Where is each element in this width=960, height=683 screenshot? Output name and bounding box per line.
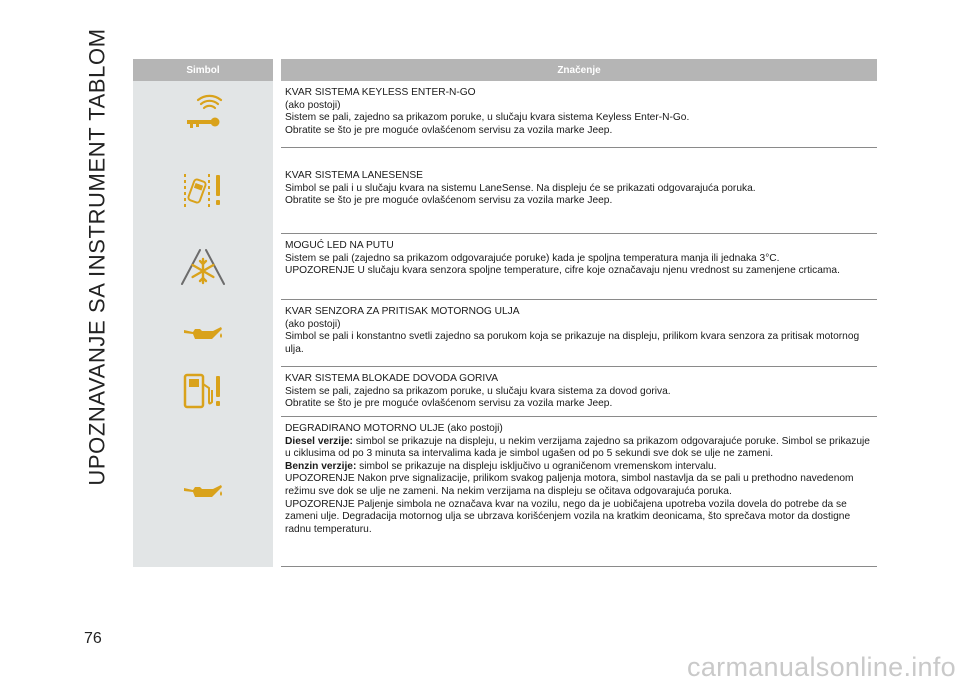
symbol-cell — [133, 81, 273, 148]
symbol-table — [133, 59, 877, 567]
benzin-label: Benzin verzije: — [285, 460, 357, 472]
table-row — [133, 300, 877, 367]
watermark: carmanualsonline.info — [687, 652, 956, 682]
table-row — [133, 148, 877, 234]
header-symbol: Simbol — [186, 64, 220, 76]
symbol-cell — [133, 234, 273, 300]
row-title: KVAR SISTEMA BLOKADE DOVODA GORIVA — [285, 373, 499, 384]
symbol-cell — [133, 148, 273, 234]
symbol-cell — [133, 367, 273, 417]
header-meaning: Značenje — [557, 64, 601, 76]
row-title: DEGRADIRANO MOTORNO ULJE (ako postoji) — [285, 423, 503, 434]
meaning-cell: DEGRADIRANO MOTORNO ULJE (ako postoji) Diesel verzije: simbol se prikazuje na displeju, u nekim verzijama zajedno sa prikazom odgovarajuće poruke. Simbol se prikazuje u ciklusima od po 3 minuta sa intervalima kada je simbol ugašen od po 5 sekundi sve dok se ulje ne zameni. Benzin verzije: simbol se prikazuje na displeju isključivo u ograničenom vremenskom intervalu. UPOZORENJE Nakon prve signalizacije, prilikom svakog paljenja motora, simbol nastavlja da se pali u prethodno navedenom režimu sve dok se ulje ne zameni. Na nekim verzijama na displeju se očitava odgovarajuća poruka. UPOZORENJE Paljenje simbola ne označava kvar na vozilu, nego da je uobičajena upotreba vozila dovela do potrebe da se zameni ulje. Degradacija motornog ulja se ubrzava korišćenjem vozila na kratkim deonicama, što sprečava motor da dostigne radnu temperaturu. — [281, 417, 877, 567]
symbol-cell — [133, 300, 273, 367]
table-row — [133, 234, 877, 300]
row-title: KVAR SENZORA ZA PRITISAK MOTORNOG ULJA — [285, 306, 520, 317]
road-ice-icon — [180, 246, 226, 288]
meaning-cell: KVAR SISTEMA BLOKADE DOVODA GORIVA Sistem se pali, zajedno sa prikazom poruke, u slučaju kvara sistema za dovod goriva. Obratite se što je pre moguće ovlašćenom servisu za vozila marke Jeep. — [281, 367, 877, 417]
warning-text: UPOZORENJE Nakon prve signalizacije, prilikom svakog paljenja motora, simbol nastavlja da se pali u prethodno navedenom režimu sve dok se ulje ne zameni. Na nekim verzijama na displeju se očitava odgovarajuća poruka. — [285, 473, 854, 497]
meaning-cell: MOGUĆ LED NA PUTU Sistem se pali (zajedno sa prikazom odgovarajuće poruke) kada je spoljna temperatura manja ili jednaka 3°C. UPOZORENJE U slučaju kvara senzora spoljne temperature, cifre koje označavaju njenu vrednost su zamenjene crticama. — [281, 234, 877, 300]
meaning-cell: KVAR SENZORA ZA PRITISAK MOTORNOG ULJA (ako postoji) Simbol se pali i konstantno svetli zajedno sa porukom koja se prikazuje na displeju, prilikom kvara senzora za pritisak motornog ulja. — [281, 300, 877, 367]
row-title: KVAR SISTEMA KEYLESS ENTER-N-GO — [285, 87, 476, 98]
chapter-title — [84, 28, 112, 486]
warning-text: UPOZORENJE Paljenje simbola ne označava kvar na vozilu, nego da je uobičajena upotreba vozila dovela do potrebe da se zameni ulje. Degradacija motornog ulja se ubrzava korišćenjem vozila na kratkim deonicama, što sprečava motor da dostigne radnu temperaturu. — [285, 498, 851, 535]
table-row — [133, 81, 877, 148]
row-title: MOGUĆ LED NA PUTU — [285, 240, 394, 251]
page-number: 76 — [84, 630, 102, 647]
keyless-key-icon — [180, 94, 226, 136]
row-title: KVAR SISTEMA LANESENSE — [285, 170, 423, 181]
table-row — [133, 417, 877, 567]
oil-pressure-icon — [181, 323, 225, 345]
meaning-cell: KVAR SISTEMA KEYLESS ENTER-N-GO (ako postoji) Sistem se pali, zajedno sa prikazom poruke, u slučaju kvara sistema Keyless Enter-N-Go. Obratite se što je pre moguće ovlašćenom servisu za vozila marke Jeep. — [281, 81, 877, 148]
lanesense-warning-icon — [181, 171, 225, 211]
meaning-cell: KVAR SISTEMA LANESENSE Simbol se pali i u slučaju kvara na sistemu LaneSense. Na displeju će se prikazati odgovarajuća poruka. Obratite se što je pre moguće ovlašćenom servisu za vozila marke Jeep. — [281, 148, 877, 234]
fuel-block-warning-icon — [181, 372, 225, 412]
symbol-cell — [133, 417, 273, 567]
table-row — [133, 367, 877, 417]
chapter-title-text: UPOZNAVANJE SA INSTRUMENT TABLOM — [85, 28, 111, 486]
engine-oil-degraded-icon — [181, 481, 225, 503]
table-header — [133, 59, 877, 81]
diesel-label: Diesel verzije: — [285, 435, 353, 447]
